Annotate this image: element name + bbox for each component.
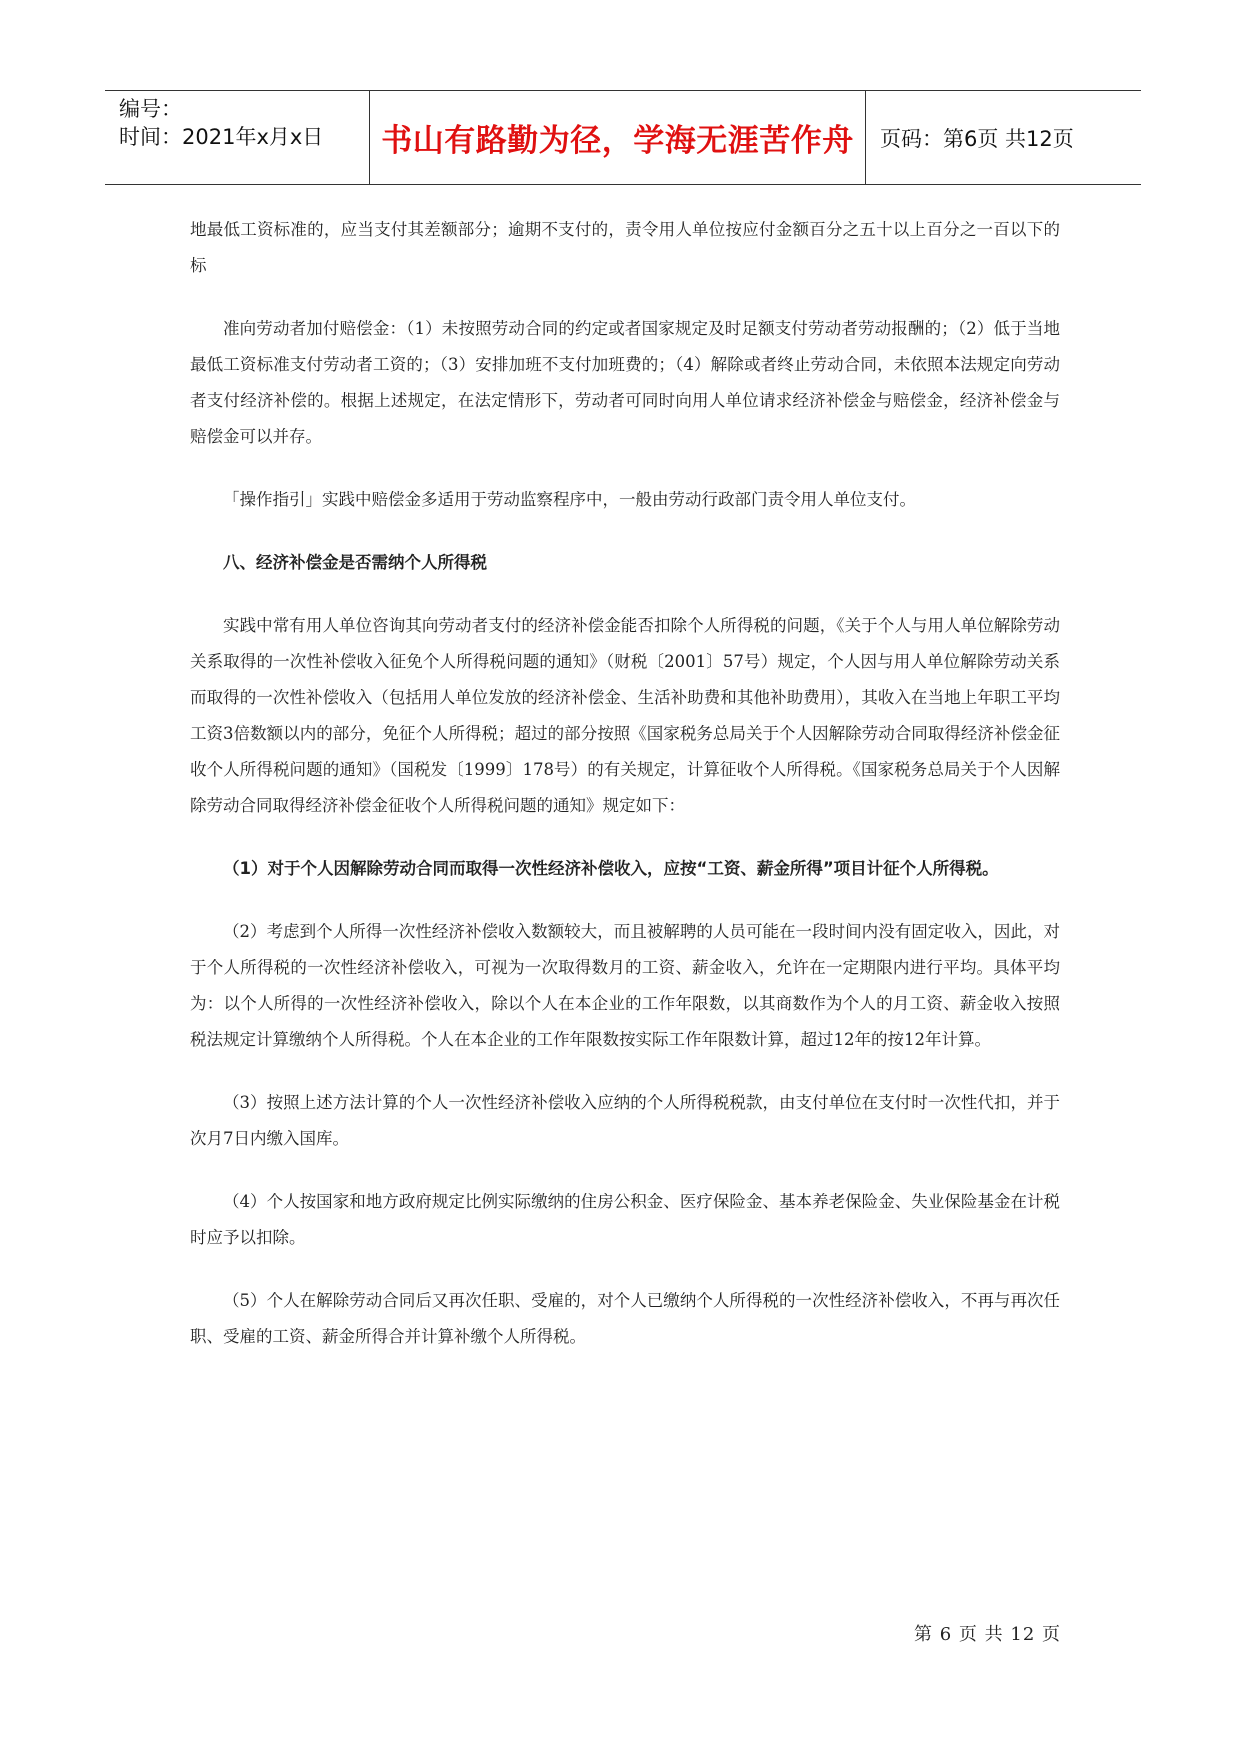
- header-motto-cell: [370, 91, 866, 184]
- paragraph-3: 「操作指引」实践中赔偿金多适用于劳动监察程序中，一般由劳动行政部门责令用人单位支付。: [223, 490, 916, 509]
- document-number-label: 编号：: [119, 97, 182, 121]
- paragraph-5: 实践中常有用人单位咨询其向劳动者支付的经济补偿金能否扣除个人所得税的问题，《关于个人与用人单位解除劳动关系取得的一次性补偿收入征免个人所得税问题的通知》（财税〔2001〕57号）规定，个人因与用人单位解除劳动关系而取得的一次性补偿收入（包括用人单位发放的经济补偿金、生活补助费和其他补助费用），其收入在当地上年职工平均工资3倍数额以内的部分，免征个人所得税；超过的部分按照《国家税务总局关于个人因解除劳动合同取得经济补偿金征收个人所得税问题的通知》（国税发〔1999〕178号）的有关规定，计算征收个人所得税。《国家税务总局关于个人因解除劳动合同取得经济补偿金征收个人所得税问题的通知》规定如下：: [190, 616, 1060, 815]
- header-page-label: 页码：第6页 共12页: [880, 126, 1074, 151]
- header-motto: 书山有路勤为径，学海无涯苦作舟: [381, 123, 854, 159]
- paragraph-6: （1）对于个人因解除劳动合同而取得一次性经济补偿收入，应按“工资、薪金所得”项目计征个人所得税。: [223, 859, 999, 878]
- paragraph-8: （3）按照上述方法计算的个人一次性经济补偿收入应纳的个人所得税税款，由支付单位在支付时一次性代扣，并于次月7日内缴入国库。: [190, 1093, 1060, 1148]
- header-meta: [105, 91, 370, 184]
- document-time-label: 时间：2021年x月x日: [119, 125, 324, 149]
- paragraph-9: （4）个人按国家和地方政府规定比例实际缴纳的住房公积金、医疗保险金、基本养老保险金、失业保险基金在计税时应予以扣除。: [190, 1192, 1060, 1247]
- page-header: [105, 90, 1141, 185]
- header-page-cell: [866, 91, 1141, 184]
- paragraph-10: （5）个人在解除劳动合同后又再次任职、受雇的，对个人已缴纳个人所得税的一次性经济补偿收入，不再与再次任职、受雇的工资、薪金所得合并计算补缴个人所得税。: [190, 1291, 1060, 1346]
- section-heading: 八、经济补偿金是否需纳个人所得税: [223, 553, 487, 572]
- page-footer: 第 6 页 共 12 页: [914, 1624, 1061, 1645]
- paragraph-2: 准向劳动者加付赔偿金：（1）未按照劳动合同的约定或者国家规定及时足额支付劳动者劳动报酬的；（2）低于当地最低工资标准支付劳动者工资的；（3）安排加班不支付加班费的；（4）解除或者终止劳动合同，未依照本法规定向劳动者支付经济补偿的。根据上述规定，在法定情形下，劳动者可同时向用人单位请求经济补偿金与赔偿金，经济补偿金与赔偿金可以并存。: [190, 319, 1060, 446]
- document-body: [190, 212, 1060, 1382]
- paragraph-1: 地最低工资标准的，应当支付其差额部分；逾期不支付的，责令用人单位按应付金额百分之五十以上百分之一百以下的标: [190, 220, 1060, 275]
- paragraph-7: （2）考虑到个人所得一次性经济补偿收入数额较大，而且被解聘的人员可能在一段时间内没有固定收入，因此，对于个人所得税的一次性经济补偿收入，可视为一次取得数月的工资、薪金收入，允许在一定期限内进行平均。具体平均为：以个人所得的一次性经济补偿收入，除以个人在本企业的工作年限数，以其商数作为个人的月工资、薪金收入按照税法规定计算缴纳个人所得税。个人在本企业的工作年限数按实际工作年限数计算，超过12年的按12年计算。: [190, 922, 1060, 1049]
